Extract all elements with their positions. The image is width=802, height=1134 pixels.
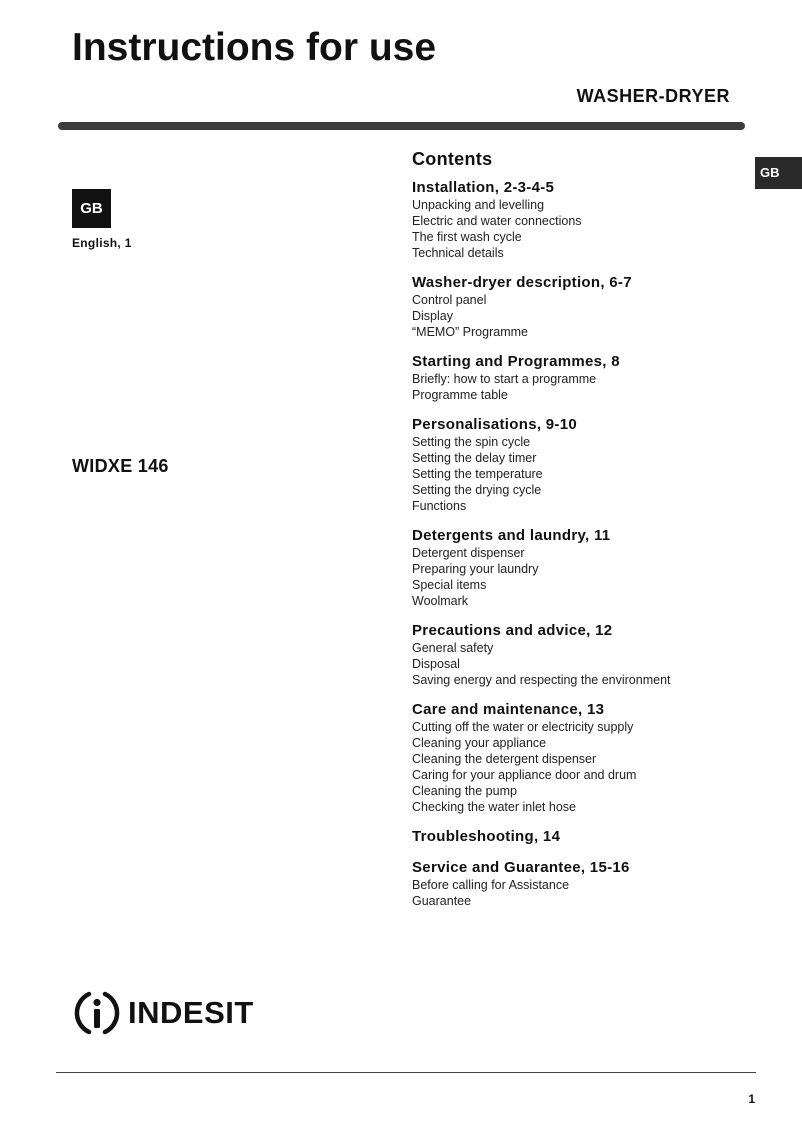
contents-section	[412, 416, 752, 514]
contents-item[interactable]: “MEMO” Programme	[412, 325, 528, 339]
contents-item[interactable]: Checking the water inlet hose	[412, 800, 576, 814]
page-title: Instructions for use	[72, 26, 437, 69]
language-link[interactable]: English, 1	[72, 236, 132, 250]
contents-item[interactable]: Unpacking and levelling	[412, 198, 545, 212]
contents-section-title[interactable]: Installation, 2-3-4-5	[412, 179, 555, 196]
contents-item[interactable]: Saving energy and respecting the environment	[412, 673, 671, 687]
contents-section	[412, 353, 752, 403]
contents-item[interactable]: Setting the drying cycle	[412, 483, 542, 497]
language-side-tab: GB	[755, 157, 802, 189]
contents-section	[412, 527, 752, 609]
language-badge: GB	[72, 189, 111, 228]
contents-item[interactable]: Cleaning your appliance	[412, 736, 547, 750]
contents-title: Contents	[412, 149, 493, 169]
contents-item[interactable]: Before calling for Assistance	[412, 878, 570, 892]
brand-logo	[72, 988, 254, 1038]
footer-divider	[56, 1072, 756, 1073]
contents-item[interactable]: Display	[412, 309, 453, 323]
contents-item[interactable]: Briefly: how to start a programme	[412, 372, 597, 386]
contents-section	[412, 622, 752, 688]
contents-section	[412, 179, 752, 261]
contents-item[interactable]: Setting the temperature	[412, 467, 543, 481]
contents-section	[412, 274, 752, 340]
contents-section-title[interactable]: Care and maintenance, 13	[412, 701, 605, 718]
contents-sections	[412, 179, 752, 909]
contents-section-title[interactable]: Personalisations, 9-10	[412, 416, 578, 433]
contents-item[interactable]: Technical details	[412, 246, 504, 260]
contents-section-title[interactable]: Service and Guarantee, 15-16	[412, 859, 630, 876]
contents-section	[412, 859, 752, 909]
contents-item[interactable]: Setting the delay timer	[412, 451, 537, 465]
contents-section-title[interactable]: Precautions and advice, 12	[412, 622, 613, 639]
contents-item[interactable]: Detergent dispenser	[412, 546, 525, 560]
contents-section-title[interactable]: Starting and Programmes, 8	[412, 353, 620, 370]
contents-item[interactable]: Electric and water connections	[412, 214, 582, 228]
model-number: WIDXE 146	[72, 456, 169, 476]
contents-section-title[interactable]: Troubleshooting, 14	[412, 828, 561, 845]
contents-item[interactable]: General safety	[412, 641, 494, 655]
contents-item[interactable]: Cutting off the water or electricity supply	[412, 720, 634, 734]
header-divider	[58, 122, 745, 130]
contents-item[interactable]: Caring for your appliance door and drum	[412, 768, 637, 782]
contents-item[interactable]: Woolmark	[412, 594, 469, 608]
contents-section-title[interactable]: Washer-dryer description, 6-7	[412, 274, 632, 291]
page-number: 1	[748, 1092, 755, 1106]
contents-item[interactable]: Programme table	[412, 388, 508, 402]
indesit-i-logo-icon	[72, 988, 122, 1038]
product-type: WASHER-DRYER	[576, 86, 730, 106]
table-of-contents	[412, 148, 752, 922]
brand-wordmark: INDESIT	[128, 995, 254, 1030]
contents-item[interactable]: The first wash cycle	[412, 230, 522, 244]
contents-section	[412, 828, 752, 846]
contents-item[interactable]: Special items	[412, 578, 487, 592]
contents-item[interactable]: Guarantee	[412, 894, 472, 908]
contents-section	[412, 701, 752, 815]
contents-item[interactable]: Control panel	[412, 293, 487, 307]
contents-item[interactable]: Functions	[412, 499, 467, 513]
contents-section-title[interactable]: Detergents and laundry, 11	[412, 527, 611, 544]
contents-item[interactable]: Preparing your laundry	[412, 562, 539, 576]
contents-item[interactable]: Cleaning the pump	[412, 784, 517, 798]
contents-item[interactable]: Disposal	[412, 657, 460, 671]
contents-item[interactable]: Setting the spin cycle	[412, 435, 531, 449]
contents-item[interactable]: Cleaning the detergent dispenser	[412, 752, 597, 766]
